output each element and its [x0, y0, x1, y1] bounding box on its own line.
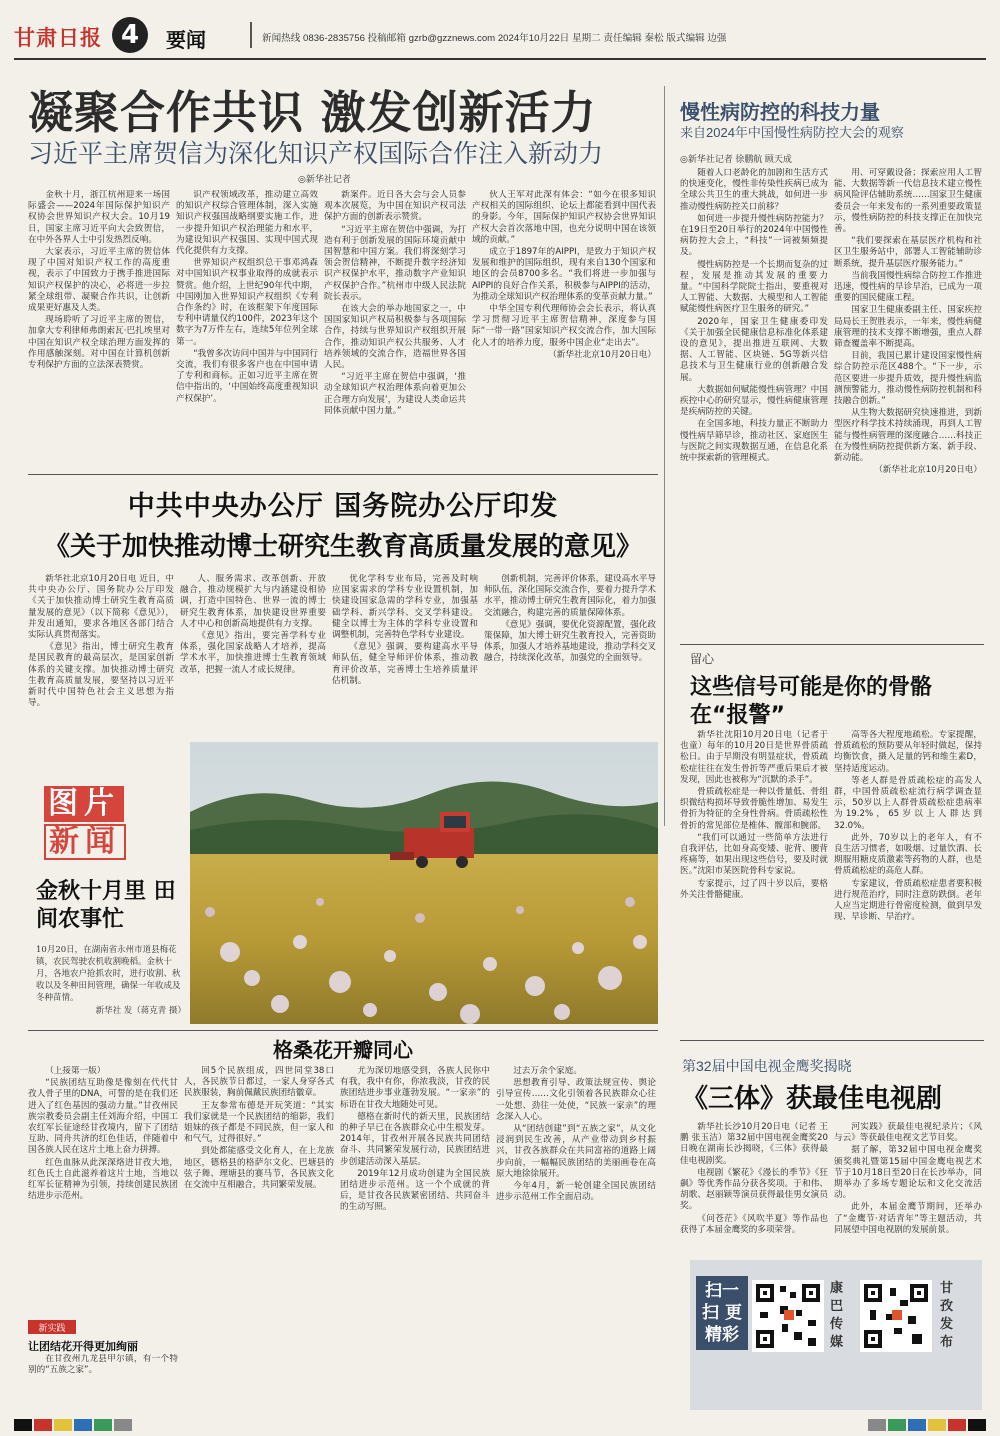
- lead-byline: ◎新华社记者: [298, 174, 351, 184]
- lead-paragraph: 成立于1897年的AIPPI，是致力于知识产权发展和维护的国际组织，现有来自130个国家和地区的会员8700多名。“我们将进一步加强与AIPPI的良好合作关系，积极参与AIPPI的活动，为推动全球知识产权治理体系的变革贡献力量。”: [472, 247, 656, 302]
- culture-column-3: [340, 1066, 490, 1400]
- culture-subsection-badge: [28, 1320, 76, 1334]
- lead-column-4: [472, 190, 656, 465]
- lead-paragraph: 世界知识产权组织总干事邓鸿森对中国知识产权事业取得的成就表示赞赏。他介绍，上世纪90年代中期，中国刚加入世界知识产权组织《专利合作条约》时，在该框架下年度国际专利申请量仅约100件，2023年这个数字为7万件左右，连续5年位列全球第一。: [176, 258, 318, 347]
- right-divider-1: [680, 644, 984, 645]
- culture-paragraph: “民族团结互助像是像刻在代代甘孜人骨子里的DNA，可誓的是在我们还进入了红色基因的强动力量。”甘孜州民族宗教委员会副主任刘海介绍，中国工农红军长征途经甘孜境内，留下了团结互助、同舟共济的红色佳话，伴随着中国各族人民在这片土地上奋力拼搏。: [28, 1078, 178, 1156]
- chronic-disease-headline: 慢性病防控的科技力量: [680, 100, 880, 124]
- tv-award-column-2: [834, 1122, 982, 1252]
- culture-subheading: 让团结花开得更加绚丽: [28, 1340, 138, 1353]
- chronic-paragraph: 大数据如何赋能慢性病管理？中国疾控中心的研究显示，慢性病健康管理是疾病防控的关键。: [680, 384, 828, 418]
- header-info: 新闻热线 0836-2835756 投稿邮箱 gzrb@gzznews.com 2024年10月22日 星期二 责任编辑 秦松 版式编辑 边强: [262, 33, 727, 44]
- culture-headline: 格桑花开瓣同心: [273, 1038, 413, 1062]
- chronic-paragraph: 当前我国慢性病综合防控工作推进迅速，慢性病的早诊早治，已成为一项重要的国民健康工程。: [834, 270, 982, 304]
- bone-column-2: [834, 730, 982, 1030]
- qr-label-2: 甘孜发布: [940, 1281, 954, 1350]
- right-divider-2: [680, 1040, 984, 1041]
- lead-column-1: [28, 190, 170, 465]
- harvest-field-image: [190, 742, 658, 1024]
- tv-award-paragraph: 据了解，第32届中国电视金鹰奖颁奖典礼暨第15届中国金鹰电视艺术节于10月18日至20日在长沙举办，同期举办了多场专题论坛和文化交流活动。: [834, 1145, 982, 1201]
- photo-badge: [38, 782, 148, 862]
- policy-paragraph: 《意见》强调，要构建高水平导师队伍，健全导师评价体系，推动教育评价改革，完善博士生培养质量评估机制。: [332, 642, 478, 686]
- tv-award-paragraph: 电视剧《繁花》《漫长的季节》《狂飙》等优秀作品分获各奖项。于和伟、胡歌、赵丽颖等演员获得最佳男女演员奖。: [680, 1167, 828, 1212]
- chronic-paragraph: 从生物大数据研究快速推进，到新型医疗科学技术持续涌现，再到人工智能与慢性病管理的深度融合……科技正在为慢性病防控提供新方案、新手段、新动能。: [834, 408, 982, 464]
- policy-paragraph: 人、服务需求、改革创新、开放融合，推动规模扩大与内涵建设相协调，打造中国特色、世界一流的博士研究生教育体系，加快建设世界重要人才中心和创新高地提供有力支撑。: [180, 574, 326, 629]
- culture-column-1: [28, 1066, 178, 1316]
- lead-paragraph: 伙人王军对此深有体会：“如今在很多知识产权相关的国际组织、论坛上都能看到中国代表的身影。今年，国际保护知识产权协会世界知识产权大会首次落地中国，也充分说明中国在该领域的贡献。”: [472, 190, 656, 245]
- policy-paragraph: 新华社北京10月20日电 近日，中共中央办公厅、国务院办公厅印发《关于加快推动博士研究生教育高质量发展的意见》（以下简称《意见》），并发出通知，要求各地区各部门结合实际认真贯彻落实。: [28, 574, 174, 641]
- tv-award-column-1: [680, 1122, 828, 1252]
- bone-kicker: 留心: [690, 652, 715, 666]
- tv-award-paragraph: 新华社长沙10月20日电（记者 王鹏 张玉洁）第32届中国电视金鹰奖20日晚在湖南长沙揭晓，《三体》获得最佳电视剧奖。: [680, 1122, 828, 1166]
- policy-column-1: [28, 574, 174, 734]
- bone-paragraph: “我们可以通过一些简单方法进行自我评估，比如身高变矮、驼背、腰背疼痛等，如果出现这些信号，要及时就医。”沈阳市某医院骨科专家说。: [680, 832, 828, 877]
- bone-paragraph: 专家建议，骨质疏松症患者要积极进行规范治疗，同时注意防跌倒。老年人应当定期进行骨密度检测，做到早发现、早诊断、早治疗。: [834, 878, 982, 923]
- culture-paragraph: 尤为深切地感受到，各族人民你中有我，我中有你，你浓我淡，甘孜的民族团结进步事业蓬勃发展。“一家亲”的标语在甘孜大地随处可见。: [340, 1066, 490, 1110]
- culture-subsection-text: [28, 1354, 178, 1398]
- culture-paragraph: 思想教育引导、政策法规宣传、舆论引导宣传……文化引领着各民族群众心往一处想、劲往一处使，“民族一家亲”的理念深入人心。: [496, 1078, 656, 1122]
- policy-column-2: [180, 574, 326, 734]
- culture-paragraph: 到处都能感受文化育人，在上龙族地区，德格县的格萨尔文化、巴塘县的弦子舞、理塘县的赛马节，各民族文化在交流中互相融合，共同繁荣发展。: [184, 1146, 334, 1191]
- chronic-paragraph: （新华社北京10月20日电）: [874, 465, 982, 476]
- header-underline: [14, 58, 986, 60]
- tv-award-paragraph: 此外，本届金鹰节期间，还举办了“金鹰节·对话青年”等主题活动，共同展望中国电视剧的发展前景。: [834, 1202, 982, 1235]
- chronic-paragraph: “我们要探索在基层医疗机构和社区卫生服务站中，部署人工智能辅助诊断系统，提升基层医疗服务能力。”: [834, 236, 982, 269]
- qr-promo-title: 扫一扫 更精彩: [696, 1276, 748, 1350]
- culture-paragraph: 在甘孜州九龙县甲尔镇，有一个特别的“五族之家”。: [28, 1354, 178, 1376]
- lead-paragraph: 中华全国专利代理师协会会长表示，将认真学习贯彻习近平主席贺信精神，深度参与国际“一带一路”国家知识产权交流合作，加大国际化人才的培养力度，服务中国企业“走出去”。: [472, 304, 656, 348]
- chronic-paragraph: 如何进一步提升慢性病防控能力？在19日至20日举行的2024年中国慢性病防控大会上，“科技”一词被频频提及。: [680, 213, 828, 258]
- bone-headline-2: 在“报警”: [690, 703, 785, 728]
- policy-headline-1: 中共中央办公厅 国务院办公厅印发: [127, 491, 559, 522]
- culture-paragraph: 今年4月，新一轮创建全国民族团结进步示范州工作全面启动。: [496, 1181, 656, 1203]
- subsection-badge-label: 新实践: [38, 1323, 66, 1333]
- culture-paragraph: 德格在新时代的新天里，民族团结的种子早已在各族群众心中生根发芽。2014年，甘孜州开展各民族共同团结奋斗、共同繁荣发展行动，民族团结进步创建活动深入基层。: [340, 1111, 490, 1167]
- color-registration-bar: [14, 1419, 986, 1431]
- policy-paragraph: 《意见》强调，要优化资源配置，强化政策保障，加大博士研究生教育投入，完善资助体系，加强人才培养基地建设，推动学科交叉融合，持续深化改革，加强党的全面领导。: [484, 619, 656, 664]
- section-name: 要闻: [166, 28, 206, 52]
- column-divider: [664, 86, 665, 826]
- policy-column-3: [332, 574, 478, 734]
- culture-column-2: [184, 1066, 334, 1400]
- chronic-paragraph: 2020年，国家卫生健康委印发《关于加强全民健康信息标准化体系建设的意见》，提出推进互联网、大数据、人工智能、区块链、5G等新兴信息技术与卫生健康行业的创新融合发展。: [680, 316, 828, 383]
- page-number: 4: [120, 20, 140, 50]
- lead-paragraph: 金秋十月，浙江杭州迎来一场国际盛会——2024年国际保护知识产权协会世界知识产权大会。10月19日，国家主席习近平向大会致贺信，在中外各界人士中引发热烈反响。: [28, 190, 170, 245]
- lead-paragraph: 大家表示，习近平主席的贺信体现了中国对知识产权工作的高度重视，表示了中国致力于携手推进国际知识产权保护的决心，必将进一步拉紧全球组带、凝聚合作共识，让创新成果更好惠及人类。: [28, 247, 170, 314]
- bone-column-1: [680, 730, 828, 1030]
- tv-award-paragraph: 河实践》获最佳电视纪录片；《风与云》等获最佳电视文艺节目奖。: [834, 1122, 982, 1144]
- chronic-disease-byline: ◎新华社记者 徐鹏航 顾天成: [680, 154, 792, 164]
- chronic-paragraph: 国家卫生健康委副主任、国家疾控局局长王贺胜表示，一年来，慢性病健康管理的技术支撑不断增强，重点人群筛查覆盖率不断提高。: [834, 305, 982, 350]
- qr-code-1: [752, 1280, 824, 1352]
- chronic-paragraph: 用、可穿戴设备；探索应用人工智能、大数据等新一代信息技术建立慢性病风险评估辅助系统……国家卫生健康委员会一年来发布的一系列重要政策显示，慢性病防控的科技支撑正在加快完善。: [834, 168, 982, 235]
- lead-paragraph: “习近平主席在贺信中强调，为打造有利于创新发展的国际环境贡献中国智慧和中国方案。我们将深刻学习领会贺信精神，不断提升数字经济知识产权保护水平，推动数字产业知识产权保护合作。”杭州市中级人民法院院长表示。: [324, 224, 466, 302]
- qr-code-icon: [860, 1280, 932, 1352]
- lead-column-2: [176, 190, 318, 465]
- policy-paragraph: 创新机制，完善评价体系，建设高水平导师队伍，深化国际交流合作，要着力提升学术水平，推动博士研究生教育国际化，着力加强交流融合，构建完善的质量保障体系。: [484, 574, 656, 618]
- photo-credit: 新华社 发（蒋克青 摄）: [95, 1006, 186, 1016]
- bone-paragraph: 此外，70岁以上的老年人，有不良生活习惯者，如吸烟、过量饮酒、长期服用糖皮质激素等药物的人群，也是骨质疏松症的高危人群。: [834, 832, 982, 877]
- culture-paragraph: （上接第一版）: [45, 1066, 106, 1076]
- lead-paragraph: 新案件。近日各大会与会人员参观本次展览，为中国在知识产权司法保护方面的创新表示赞赏。: [324, 190, 466, 223]
- lead-paragraph: 识产权领域改革，推动建立高效的知识产权综合管理体制，深入实施知识产权强国战略纲要实施工作，进一步提升知识产权治理能力和水平，为建设知识产权强国、实现中国式现代化提供有力支撑。: [176, 190, 318, 257]
- bone-paragraph: 等老人群是骨质疏松症的高发人群，中国骨质疏松症流行病学调查显示，50岁以上人群骨质疏松症患病率为19.2%，65岁以上人群达到32.0%。: [834, 775, 982, 831]
- photo-badge-line-2: 新闻: [44, 824, 126, 860]
- bone-headline-1: 这些信号可能是你的骨骼: [690, 675, 933, 700]
- policy-paragraph: 《意见》指出，要完善学科专业体系，强化国家战略人才培养，提高学术水平，加快推进博士生教育领域改革，把握一流人才成长规律。: [180, 631, 326, 675]
- lead-paragraph: “我曾多次访问中国并与中国同行交流，我们有很多客户也在中国申请了专利和商标。正如习近平主席在贺信中指出的，‘中国始终高度重视知识产权保护’。: [176, 348, 318, 404]
- bone-paragraph: 骨质疏松症是一种以骨量低、骨组织微结构损坏导致骨脆性增加、易发生骨折为特征的全身性骨病。骨质疏松性骨折的常见部位是椎体、髋部和腕部。: [680, 787, 828, 831]
- bone-paragraph: 新华社沈阳10月20日电（记者于也童）每年的10月20日是世界骨质疏松日。由于早期没有明显症状，骨质疏松症往往在发生骨折等严重后果后才被发现，因此也被称为“沉默的杀手”。: [680, 730, 828, 785]
- policy-column-4: [484, 574, 656, 734]
- chronic-column-2: [834, 168, 982, 638]
- photo-caption: 10月20日，在湖南省永州市道县梅花镇，农民驾驶农机收割晚稻。金秋十月，各地农户抢抓农时，进行收割、秋收以及冬种田间管理，确保一年收成及冬种苗情。: [36, 945, 181, 1003]
- lead-column-3: [324, 190, 466, 465]
- footer-color-bar: [14, 1416, 986, 1428]
- qr-code-2: [860, 1280, 932, 1352]
- chronic-paragraph: 在全国多地，科技力量正不断助力慢性病早筛早诊，推动社区、家庭医生与医院之间实现数据互通，在信息化系统中探索新的管理模式。: [680, 419, 828, 464]
- culture-column-4: [496, 1066, 656, 1400]
- lead-paragraph: “习近平主席在贺信中强调，‘推动全球知识产权治理体系向着更加公正合理方向发展’，为建设人类命运共同体贡献中国力量。”: [324, 372, 466, 416]
- qr-code-icon: [752, 1280, 824, 1352]
- lead-paragraph: 现场聆听了习近平主席的贺信，加拿大专利律师弗朗索瓦·巴扎埃里对中国在知识产权全球治理方面发挥的作用感触深刻。对中国在计算机创新专利保护方面的立法深表赞赏。: [28, 315, 170, 371]
- policy-paragraph: 《意见》指出，博士研究生教育是国民教育的最高层次，是国家创新体系的关键支撑。加快推动博士研究生教育高质量发展，要坚持以习近平新时代中国特色社会主义思想为指导。: [28, 642, 174, 709]
- header-divider: [250, 22, 252, 48]
- policy-top-rule: [28, 474, 658, 475]
- bone-paragraph: 高等各大程度地疏松。专家提醒，骨质疏松的预防要从年轻时做起，保持均衡饮食，摄入足量的钙和维生素D，坚持适度运动。: [834, 730, 982, 774]
- tv-award-kicker: 第32届中国电视金鹰奖揭晓: [682, 1058, 852, 1074]
- culture-top-rule: [28, 1030, 658, 1031]
- culture-paragraph: 从“团结创建”到“五族之家”，从文化浸润到民生改善，从产业带动到乡村振兴，甘孜各族群众在共同富裕的道路上阔步向前，一幅幅民族团结的美丽画卷在高原大地徐徐展开。: [496, 1124, 656, 1179]
- chronic-paragraph: 随着人口老龄化的加剧和生活方式的快速变化，慢性非传染性疾病已成为全球公共卫生的重大挑战，如何进一步推动慢性病防控关口前移？: [680, 168, 828, 212]
- chronic-disease-subtitle: 来自2024年中国慢性病防控大会的观察: [680, 125, 904, 140]
- photo-news-panel: [28, 742, 186, 1022]
- culture-paragraph: 王友参常布德是开玩笑道：“其实我们家就是一个民族团结的缩影，我们姐妹的孩子都是不同民族，但一家人和和气气，过得很好。”: [184, 1100, 334, 1145]
- masthead: [0, 0, 1000, 62]
- lead-headline: 凝聚合作共识 激发创新活力: [28, 86, 597, 139]
- lead-paragraph: 在该大会的举办地国家之一，中国国家知识产权局积极参与各项国际合作，持续与世界知识产权组织开展合作，推动知识产权公共服务、人才培养领域的交流合作，造福世界各国人民。: [324, 304, 466, 371]
- qr-label-1: 康巴传媒: [830, 1281, 844, 1350]
- page-number-badge: [112, 17, 148, 53]
- tv-award-paragraph: 《问苍茫》《风吹半夏》等作品也获得了本届金鹰奖的多项荣誉。: [680, 1213, 828, 1235]
- chronic-paragraph: 慢性病防控是一个长期而复杂的过程，发展是推动其发展的重要力量。“中国科学院院士指出，要重视对人工智能、大数据、大模型和人工智能赋能慢性病医疗卫生服务的研究。”: [680, 259, 828, 315]
- policy-paragraph: 优化学科专业布局，完善及时响应国家需求的学科专业设置机制，加快建设国家急需的学科专业，加强基础学科、新兴学科、交叉学科建设。健全以博士为主体的学科专业设置和调整机制，完善特色学科专业建设。: [332, 574, 478, 641]
- bone-paragraph: 专家提示，过了四十岁以后，要格外关注骨骼健康。: [680, 878, 828, 900]
- chronic-paragraph: 目前，我国已累计建设国家慢性病综合防控示范区488个。“下一步，示范区要进一步提升质效，提升慢性病监测预警能力，推动慢性病防控机制和科技融合创新。”: [834, 351, 982, 407]
- photo-title: 金秋十月里 田间农事忙: [36, 879, 176, 932]
- policy-headline-2: 《关于加快推动博士研究生教育高质量发展的意见》: [43, 532, 642, 562]
- photo-harvest: [190, 742, 658, 1024]
- culture-paragraph: 2019年12月成功创建为全国民族团结进步示范州。这一个个成就的背后，是甘孜各民族紧密团结、共同奋斗的生动写照。: [340, 1168, 490, 1213]
- lead-subtitle: 习近平主席贺信为深化知识产权国际合作注入新动力: [28, 140, 604, 168]
- newspaper-logo: 甘肃日报: [14, 26, 102, 50]
- culture-paragraph: 过去万余个家庭。: [513, 1066, 582, 1076]
- culture-paragraph: 回5个民族组成，四世同堂38口人，各民族节日都过，一家人身穿各式民族服装，胸前佩戴民族团结徽章。: [184, 1066, 334, 1099]
- qr-promo-box: [690, 1260, 982, 1410]
- lead-paragraph: （新华社北京10月20日电）: [548, 349, 656, 360]
- culture-paragraph: 红色血脉从此深深烙进甘孜大地，红色氏土自此滋养着这片土地，当地以红军长征精神为引领，持续创建民族团结进步示范州。: [28, 1157, 178, 1202]
- photo-badge-line-1: 图片: [44, 786, 124, 822]
- chronic-column-1: [680, 168, 828, 638]
- tv-award-headline: 《三体》获最佳电视剧: [682, 1084, 943, 1114]
